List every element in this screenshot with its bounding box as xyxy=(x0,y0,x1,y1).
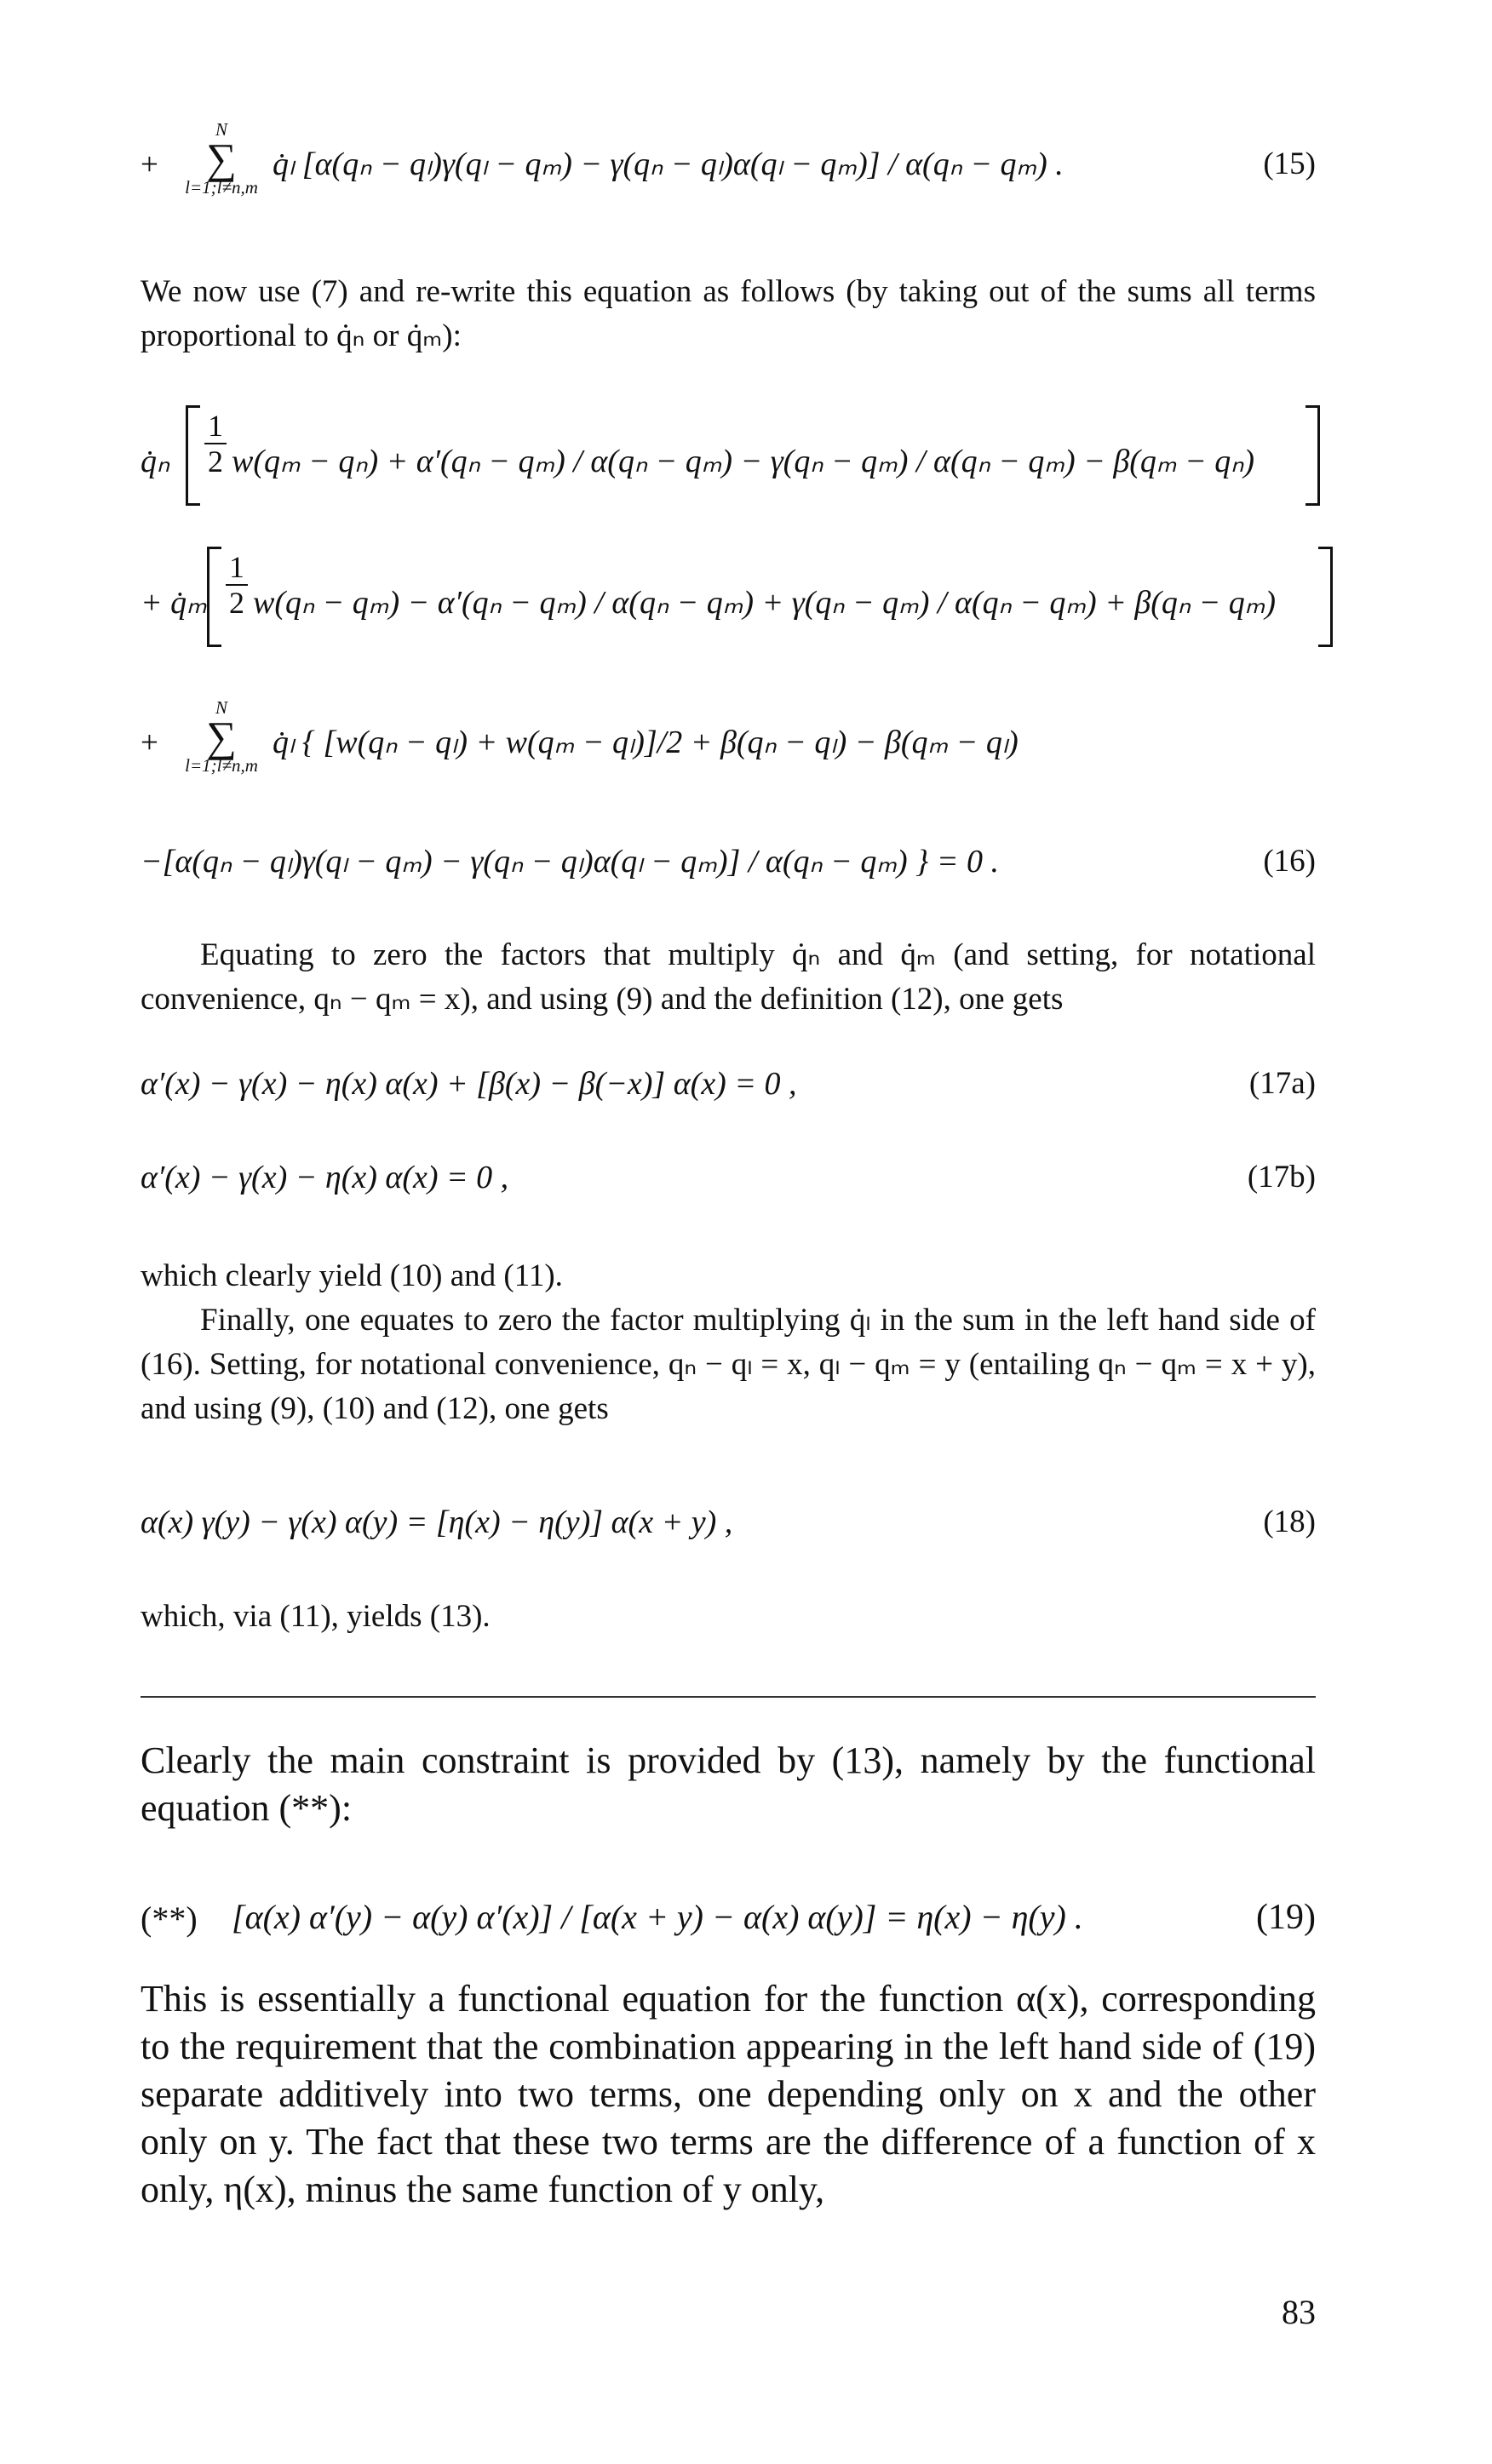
eq16-line1-frac-den: 2 xyxy=(208,444,223,478)
eq17a-label: (17a) xyxy=(1248,1066,1316,1101)
eq16-label: (16) xyxy=(1263,844,1316,879)
eq16-sum xyxy=(179,697,264,776)
eq16-line3-expression: q̇ₗ { [w(qₙ − qₗ) + w(qₘ − qₗ)]/2 + β(qₙ − qₗ) − β(qₘ − qₗ) xyxy=(273,725,1019,760)
paragraph-via: which, via (11), yields (13). xyxy=(141,1599,491,1634)
eq16-line2-left-bracket xyxy=(207,547,221,647)
eq15-prefix: + xyxy=(141,147,158,182)
eq16-line1-frac-num: 1 xyxy=(208,409,223,443)
eq16-line1-expression: w(qₘ − qₙ) + α′(qₙ − qₘ) / α(qₙ − qₘ) − γ(qₙ − qₘ) / α(qₙ − qₘ) − β(qₘ − qₙ) xyxy=(232,444,1255,479)
eq16-line2-fraction xyxy=(226,550,248,620)
page-number: 83 xyxy=(1282,2293,1316,2331)
eq19-prefix: (**) xyxy=(141,1900,198,1938)
eq19-expression: [α(x) α′(y) − α(y) α′(x)] / [α(x + y) − α(x) α(y)] = η(x) − η(y) . xyxy=(232,1898,1083,1936)
eq15-sum xyxy=(179,119,264,198)
eq15-sum-upper: N xyxy=(215,119,227,140)
eq15-sigma: ∑ xyxy=(206,135,237,182)
paragraph-rewrite: We now use (7) and re-write this equation as follows (by taking out of the sums all terms proportional to q̇ₙ or q̇ₘ): xyxy=(141,274,1316,353)
eq18-label: (18) xyxy=(1263,1504,1316,1539)
eq17a-expression: α′(x) − γ(x) − η(x) α(x) + [β(x) − β(−x)] α(x) = 0 , xyxy=(141,1066,797,1102)
eq16-line2-frac-num: 1 xyxy=(229,550,244,584)
eq16-sum-lower: l=1;l≠n,m xyxy=(185,755,258,776)
paragraph-main-constraint: Clearly the main constraint is provided by (13), namely by the functional equation (**): xyxy=(141,1739,1316,1829)
eq15-expression: q̇ₗ [α(qₙ − qₗ)γ(qₗ − qₘ) − γ(qₙ − qₗ)α(qₗ − qₘ)] / α(qₙ − qₘ) . xyxy=(273,146,1064,182)
eq16-line1-lead: q̇ₙ xyxy=(141,444,170,479)
eq16-line2-lead: + q̇ₘ xyxy=(141,585,207,621)
eq16-line1-right-bracket xyxy=(1306,405,1320,506)
eq16-line2-frac-den: 2 xyxy=(229,586,244,620)
eq17b-expression: α′(x) − γ(x) − η(x) α(x) = 0 , xyxy=(141,1160,509,1195)
eq16-sigma: ∑ xyxy=(206,713,237,760)
paragraph-yield: which clearly yield (10) and (11). xyxy=(141,1258,563,1293)
eq17b-label: (17b) xyxy=(1247,1160,1316,1195)
paragraph-equating: Equating to zero the factors that multiply q̇ₙ and q̇ₘ (and setting, for notational convenience, qₙ − qₘ = x), and using (9) and the definition (12), one gets xyxy=(141,937,1316,1017)
eq16-line3-prefix: + xyxy=(141,725,158,760)
eq19-label: (19) xyxy=(1256,1898,1316,1937)
eq16-sum-upper: N xyxy=(215,697,227,718)
separator-rule xyxy=(141,1696,1316,1698)
eq18-expression: α(x) γ(y) − γ(x) α(y) = [η(x) − η(y)] α(x + y) , xyxy=(141,1504,733,1540)
paragraph-finally: Finally, one equates to zero the factor multiplying q̇ₗ in the sum in the left hand side of (16). Setting, for notational convenience, qₙ − qₗ = x, qₗ − qₘ = y (entailing qₙ − qₘ = x + y), and using (9), (10) and (12), one gets xyxy=(141,1303,1316,1426)
eq16-line1-left-bracket xyxy=(186,405,200,506)
eq15-sum-lower: l=1;l≠n,m xyxy=(185,177,258,198)
eq16-line2-right-bracket xyxy=(1318,547,1333,647)
eq16-line4-expression: −[α(qₙ − qₗ)γ(qₗ − qₘ) − γ(qₙ − qₗ)α(qₗ − qₘ)] / α(qₙ − qₘ) } = 0 . xyxy=(141,844,999,880)
paragraph-functional-equation: This is essentially a functional equation for the function α(x), corresponding to the requirement that the combination appearing in the left hand side of (19) separate additively into two terms, one depending only on x and the other only on y. The fact that these two terms are the difference of a function of x only, η(x), minus the same function of y only, xyxy=(141,1978,1316,2210)
eq16-line2-expression: w(qₙ − qₘ) − α′(qₙ − qₘ) / α(qₙ − qₘ) + γ(qₙ − qₘ) / α(qₙ − qₘ) + β(qₙ − qₘ) xyxy=(253,585,1277,621)
eq15-label: (15) xyxy=(1263,146,1316,181)
eq16-line1-fraction xyxy=(204,409,227,478)
